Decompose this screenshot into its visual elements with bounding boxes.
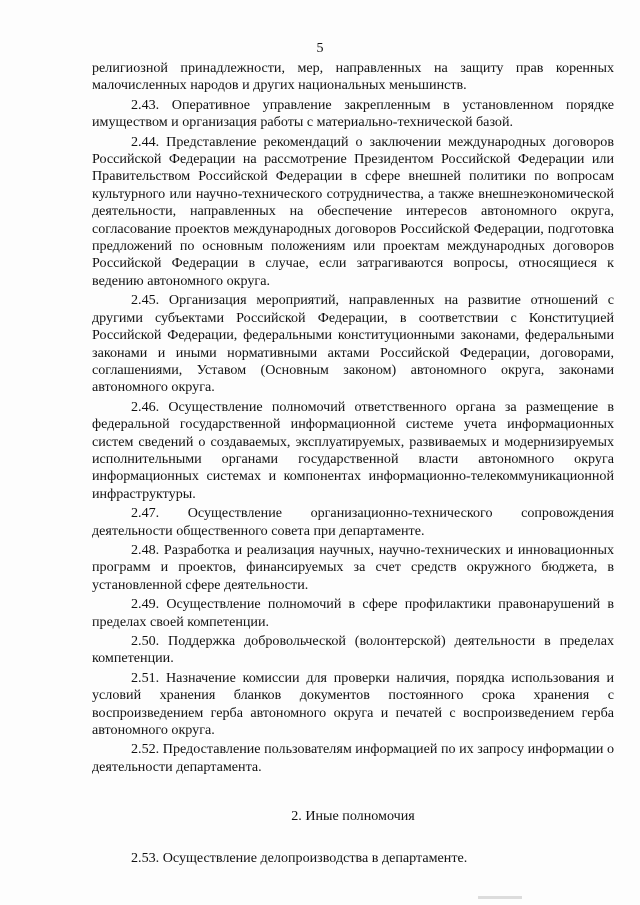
paragraph: 2.48. Разработка и реализация научных, научно-технических и инновационных программ и проектов, финансируемых за счет средств окружного бюджета, в установленной сфере деятельности. xyxy=(92,541,614,593)
paragraph-list xyxy=(92,60,614,776)
paragraph: 2.50. Поддержка добровольческой (волонтерской) деятельности в пределах компетенции. xyxy=(92,633,614,667)
paragraph: 2.44. Представление рекомендаций о заключении международных договоров Российской Федерации на рассмотрение Президентом Российской Федерации или Правительством Российской Федерации в сфере внешней политики по вопросам культурного или научно-технического сотрудничества, а также внешнеэкономической деятельности, направленных на обеспечение интересов автономного округа, согласование проектов международных договоров Российской Федерации, подготовка предложений по основным положениям или проектам международных договоров Российской Федерации в случае, если затрагиваются вопросы, относящиеся к ведению автономного округа. xyxy=(92,133,614,289)
document-body xyxy=(92,60,614,867)
paragraph: 2.53. Осуществление делопроизводства в департаменте. xyxy=(131,849,468,866)
scan-artifact xyxy=(478,896,522,899)
section-heading: 2. Иные полномочия xyxy=(291,808,415,825)
paragraph: 2.49. Осуществление полномочий в сфере профилактики правонарушений в пределах своей компетенции. xyxy=(92,596,614,630)
paragraph: 2.52. Предоставление пользователям информацией по их запросу информации о деятельности департамента. xyxy=(92,741,614,775)
paragraph: 2.46. Осуществление полномочий ответственного органа за размещение в федеральной государственной информационной системе учета информационных систем сведений о создаваемых, эксплуатируемых, развиваемых и модернизируемых исполнительными органами государственной власти автономного округа информационных системах и компонентах информационно-телекоммуникационной инфраструктуры. xyxy=(92,398,614,502)
paragraph: 2.51. Назначение комиссии для проверки наличия, порядка использования и условий хранения бланков документов постоянного срока хранения с воспроизведением герба автономного округа и печатей с воспроизведением герба автономного округа. xyxy=(92,669,614,739)
page-number: 5 xyxy=(316,41,324,56)
paragraph-list-after-heading xyxy=(92,850,614,867)
paragraph: религиозной принадлежности, мер, направленных на защиту прав коренных малочисленных народов и других национальных меньшинств. xyxy=(92,60,614,94)
paragraph: 2.43. Оперативное управление закрепленным в установленном порядке имуществом и организация работы с материально-технической базой. xyxy=(92,96,614,131)
paragraph: 2.45. Организация мероприятий, направленных на развитие отношений с другими субъектами Российской Федерации, в соответствии с Конституцией Российской Федерации, федеральными конституционными законами, федеральными законами и иными нормативными актами Российской Федерации, договорами, соглашениями, Уставом (Основным законом) автономного округа, законами автономного округа. xyxy=(92,292,614,396)
paragraph: 2.47. Осуществление организационно-технического сопровождения деятельности общественного совета при департаменте. xyxy=(92,505,614,539)
